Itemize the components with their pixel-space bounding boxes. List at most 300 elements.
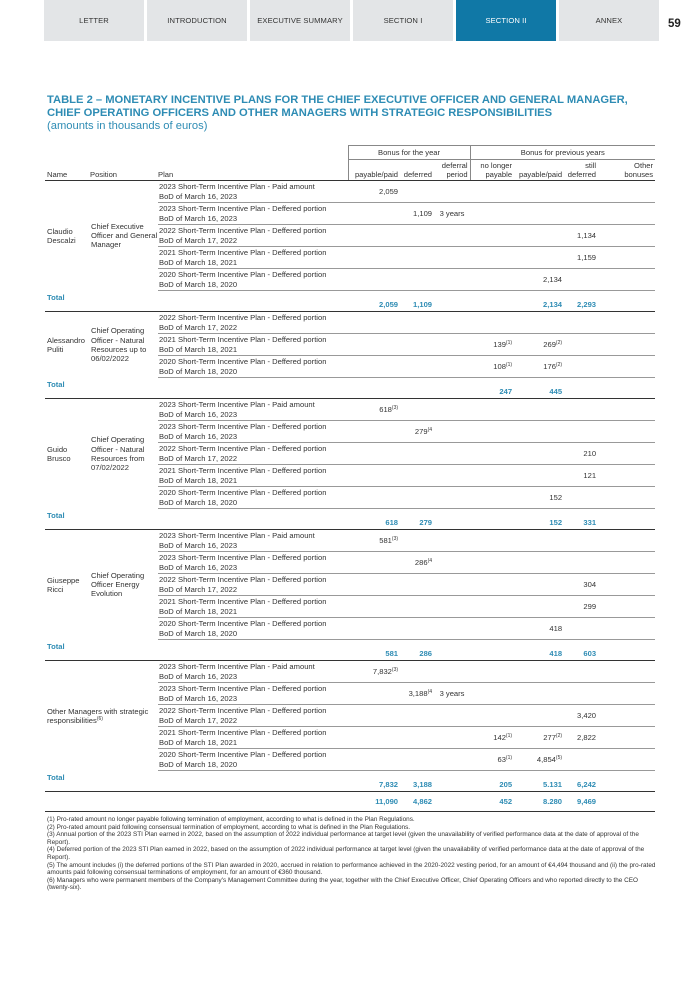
cell-payable-paid <box>348 334 400 356</box>
cell-no-longer-payable <box>470 269 514 291</box>
plan-cell <box>158 399 348 421</box>
total-still-deferred <box>564 291 598 312</box>
cell-payable-paid-previous-value: 418 <box>549 623 563 633</box>
total-payable-paid <box>348 771 400 792</box>
cell-deferred <box>400 181 434 203</box>
table-title-line-2: CHIEF OPERATING OFFICERS AND OTHER MANAGERS WITH STRATEGIC RESPONSIBILITIES <box>47 106 553 119</box>
total-payable-paid-previous <box>514 640 564 661</box>
plan-name: 2022 Short-Term Incentive Plan - Deffered portion <box>159 313 327 323</box>
plan-approval-date: BoD of March 16, 2023 <box>159 191 238 201</box>
table-row <box>45 312 655 334</box>
cell-still-deferred <box>564 705 598 727</box>
footnote: (1) Pro-rated amount no longer payable following termination of employment, according to what is defined in the Plan Regulations. <box>47 816 415 823</box>
cell-no-longer-payable <box>470 618 514 640</box>
grand-total-payable-paid-previous <box>514 792 564 812</box>
cell-still-deferred <box>564 465 598 487</box>
cell-other-bonuses <box>598 269 655 291</box>
manager-name-text: Alessandro Puliti <box>47 335 85 354</box>
cell-still-deferred <box>564 399 598 421</box>
total-other-bonuses <box>598 378 655 399</box>
cell-no-longer-payable-value: 139 <box>493 339 506 349</box>
cell-deferred <box>400 465 434 487</box>
manager-name <box>45 399 90 509</box>
cell-deferral-period <box>434 683 470 705</box>
total-no-longer-payable <box>470 771 514 792</box>
cell-no-longer-payable <box>470 465 514 487</box>
cell-no-longer-payable <box>470 530 514 552</box>
cell-deferred <box>400 334 434 356</box>
col-still-label: still <box>585 160 597 170</box>
cell-other-bonuses <box>598 399 655 421</box>
plan-name: 2021 Short-Term Incentive Plan - Deffered portion <box>159 248 327 258</box>
cell-no-longer-payable-note-ref: (1) <box>505 732 513 739</box>
cell-deferral-period <box>434 399 470 421</box>
cell-still-deferred <box>564 596 598 618</box>
plan-approval-date: BoD of March 18, 2020 <box>159 279 238 289</box>
cell-deferral-period <box>434 552 470 574</box>
manager-position: Chief Operating Officer - Natural Resources from 07/02/2022 <box>91 435 145 472</box>
cell-other-bonuses <box>598 312 655 334</box>
cell-deferral-period <box>434 225 470 247</box>
table-row <box>45 399 655 421</box>
cell-no-longer-payable <box>470 399 514 421</box>
total-deferred <box>400 640 434 661</box>
plan-cell <box>158 312 348 334</box>
manager-name-text: Guido Brusco <box>47 444 71 463</box>
cell-payable-paid-previous <box>514 421 564 443</box>
plan-name: 2022 Short-Term Incentive Plan - Deffered portion <box>159 575 327 585</box>
cell-deferral-period <box>434 749 470 771</box>
plan-cell <box>158 269 348 291</box>
plan-approval-date: BoD of March 18, 2021 <box>159 475 238 485</box>
plan-name: 2020 Short-Term Incentive Plan - Deffered portion <box>159 357 327 367</box>
manager-name-text: Claudio Descalzi <box>47 226 76 245</box>
cell-no-longer-payable-note-ref: (1) <box>505 339 513 346</box>
cell-payable-paid-previous <box>514 443 564 465</box>
plan-approval-date: BoD of March 18, 2021 <box>159 606 238 616</box>
grand-total-payable-paid-value: 11,090 <box>375 796 399 806</box>
tab-introduction[interactable]: INTRODUCTION <box>147 0 247 41</box>
cell-no-longer-payable <box>470 705 514 727</box>
plan-name: 2021 Short-Term Incentive Plan - Deffered portion <box>159 728 327 738</box>
cell-payable-paid-previous-value: 2,134 <box>543 274 563 284</box>
cell-payable-paid <box>348 312 400 334</box>
cell-other-bonuses <box>598 618 655 640</box>
cell-still-deferred-value: 210 <box>583 448 597 458</box>
plan-name: 2023 Short-Term Incentive Plan - Paid amount <box>159 400 315 410</box>
cell-payable-paid-previous-value: 4,854 <box>536 754 556 764</box>
plan-approval-date: BoD of March 17, 2022 <box>159 453 238 463</box>
col-still-deferred <box>564 160 598 181</box>
plan-name: 2020 Short-Term Incentive Plan - Deffered portion <box>159 488 327 498</box>
header-row <box>45 160 655 181</box>
plan-approval-date: BoD of March 18, 2020 <box>159 628 238 638</box>
cell-deferred <box>400 487 434 509</box>
cell-still-deferred <box>564 530 598 552</box>
cell-payable-paid-previous <box>514 356 564 378</box>
cell-still-deferred <box>564 574 598 596</box>
cell-still-deferred <box>564 334 598 356</box>
cell-other-bonuses <box>598 596 655 618</box>
plan-name: 2022 Short-Term Incentive Plan - Deffered portion <box>159 226 327 236</box>
cell-still-deferred <box>564 727 598 749</box>
col-other-label: Other <box>634 160 654 170</box>
cell-other-bonuses <box>598 443 655 465</box>
cell-payable-paid <box>348 618 400 640</box>
cell-other-bonuses <box>598 574 655 596</box>
cell-still-deferred <box>564 225 598 247</box>
cell-deferred <box>400 618 434 640</box>
col-payable-paid-previous: payable/paid <box>514 160 564 181</box>
cell-still-deferred <box>564 312 598 334</box>
total-payable-paid-value: 618 <box>385 517 399 527</box>
plan-name: 2023 Short-Term Incentive Plan - Paid amount <box>159 662 315 672</box>
manager-position: Chief Operating Officer - Natural Resources up to 06/02/2022 <box>91 326 147 363</box>
cell-no-longer-payable <box>470 356 514 378</box>
col-payable-paid: payable/paid <box>348 160 400 181</box>
grand-total-deferral-period <box>434 792 470 812</box>
cell-other-bonuses <box>598 683 655 705</box>
cell-payable-paid <box>348 443 400 465</box>
total-other-bonuses <box>598 640 655 661</box>
cell-no-longer-payable <box>470 334 514 356</box>
col-no-longer-label: no longer <box>480 160 513 170</box>
cell-still-deferred-value: 1,134 <box>577 230 597 240</box>
cell-deferred-value: 286 <box>414 557 428 567</box>
cell-deferred-value: 1,109 <box>413 208 433 218</box>
cell-deferral-period <box>434 421 470 443</box>
total-deferral-period <box>434 291 470 312</box>
cell-payable-paid-value: 581 <box>379 535 392 545</box>
cell-payable-paid <box>348 421 400 443</box>
table-title-line-1: TABLE 2 – MONETARY INCENTIVE PLANS FOR THE CHIEF EXECUTIVE OFFICER AND GENERAL MANAGER, <box>47 94 628 106</box>
cell-no-longer-payable-value: 63 <box>497 754 506 764</box>
plan-name: 2023 Short-Term Incentive Plan - Deffered portion <box>159 204 327 214</box>
total-other-bonuses <box>598 509 655 530</box>
cell-deferral-period <box>434 356 470 378</box>
plan-approval-date: BoD of March 18, 2020 <box>159 497 238 507</box>
plan-approval-date: BoD of March 17, 2022 <box>159 715 238 725</box>
total-deferred-value: 279 <box>419 517 433 527</box>
plan-approval-date: BoD of March 16, 2023 <box>159 693 238 703</box>
cell-no-longer-payable <box>470 727 514 749</box>
total-payable-paid-previous <box>514 509 564 530</box>
tab-annex[interactable]: ANNEX <box>559 0 659 41</box>
tab-section-i[interactable]: SECTION I <box>353 0 453 41</box>
cell-deferred <box>400 574 434 596</box>
cell-no-longer-payable <box>470 247 514 269</box>
cell-payable-paid-previous-value: 269 <box>543 339 556 349</box>
total-deferred-value: 1,109 <box>413 299 433 309</box>
cell-still-deferred <box>564 661 598 683</box>
cell-deferred <box>400 552 434 574</box>
cell-no-longer-payable <box>470 749 514 771</box>
manager-name-text: Other Managers with strategic responsibilities <box>47 706 149 725</box>
cell-still-deferred-value: 299 <box>583 601 597 611</box>
cell-deferred <box>400 399 434 421</box>
cell-payable-paid <box>348 749 400 771</box>
total-still-deferred <box>564 640 598 661</box>
cell-payable-paid <box>348 552 400 574</box>
cell-other-bonuses <box>598 552 655 574</box>
cell-payable-paid-previous <box>514 530 564 552</box>
cell-still-deferred <box>564 552 598 574</box>
plan-cell <box>158 334 348 356</box>
total-no-longer-payable <box>470 291 514 312</box>
cell-other-bonuses <box>598 661 655 683</box>
cell-no-longer-payable <box>470 312 514 334</box>
cell-still-deferred <box>564 618 598 640</box>
total-payable-paid <box>348 509 400 530</box>
page-number: 59 <box>668 18 681 30</box>
cell-deferral-period <box>434 530 470 552</box>
cell-no-longer-payable <box>470 596 514 618</box>
total-no-longer-payable <box>470 509 514 530</box>
cell-other-bonuses <box>598 181 655 203</box>
cell-deferred <box>400 269 434 291</box>
cell-still-deferred-value: 1,159 <box>577 252 597 262</box>
total-payable-paid-previous-value: 5.131 <box>543 779 563 789</box>
total-still-deferred-value: 2,293 <box>577 299 597 309</box>
cell-payable-paid <box>348 356 400 378</box>
cell-deferred <box>400 247 434 269</box>
cell-payable-paid-previous-note-ref: (2) <box>555 361 563 368</box>
plan-cell <box>158 552 348 574</box>
cell-deferral-period <box>434 269 470 291</box>
footnote: (5) The amount includes (i) the deferred portions of the STI Plan awarded in 2020, accrued in relation to performance achieved in the 2020-2022 vesting period, for an amount of €4,494 thousand and (ii) the pro-rated amounts paid following consensual terminations of employment, for an amount of €360 thousand. <box>47 861 656 877</box>
total-still-deferred-value: 6,242 <box>577 779 597 789</box>
total-payable-paid-value: 7,832 <box>379 779 399 789</box>
total-row <box>45 378 655 399</box>
grand-total-still-deferred <box>564 792 598 812</box>
cell-payable-paid-previous-note-ref: (2) <box>555 732 563 739</box>
cell-other-bonuses <box>598 421 655 443</box>
plan-cell <box>158 181 348 203</box>
total-payable-paid-previous <box>514 771 564 792</box>
cell-payable-paid-previous <box>514 574 564 596</box>
cell-payable-paid <box>348 487 400 509</box>
table-row <box>45 661 655 683</box>
plan-approval-date: BoD of March 18, 2021 <box>159 344 238 354</box>
total-payable-paid <box>348 378 400 399</box>
total-payable-paid-value: 2,059 <box>379 299 399 309</box>
col-name: Name <box>45 160 90 181</box>
cell-other-bonuses <box>598 356 655 378</box>
plan-approval-date: BoD of March 16, 2023 <box>159 431 238 441</box>
cell-payable-paid <box>348 530 400 552</box>
cell-payable-paid-value: 7,832 <box>372 666 392 676</box>
cell-payable-paid-previous <box>514 683 564 705</box>
cell-still-deferred <box>564 269 598 291</box>
cell-deferred <box>400 356 434 378</box>
plan-approval-date: BoD of March 16, 2023 <box>159 540 238 550</box>
cell-deferred-note-ref: (4 <box>427 426 433 433</box>
incentive-plans-table <box>45 145 655 812</box>
plan-approval-date: BoD of March 16, 2023 <box>159 409 238 419</box>
cell-no-longer-payable <box>470 225 514 247</box>
total-still-deferred <box>564 771 598 792</box>
cell-deferred <box>400 421 434 443</box>
cell-deferral-period <box>434 203 470 225</box>
cell-deferral-period <box>434 181 470 203</box>
cell-payable-paid-previous <box>514 465 564 487</box>
cell-still-deferred-value: 2,822 <box>577 732 597 742</box>
group-current-year: Bonus for the year <box>348 146 470 160</box>
cell-still-deferred-value: 3,420 <box>577 710 597 720</box>
plan-name: 2023 Short-Term Incentive Plan - Paid amount <box>159 182 315 192</box>
plan-approval-date: BoD of March 17, 2022 <box>159 322 238 332</box>
total-other-bonuses <box>598 771 655 792</box>
manager-position: Chief Executive Officer and General Manager <box>91 221 158 250</box>
cell-still-deferred <box>564 487 598 509</box>
total-payable-paid <box>348 291 400 312</box>
footnotes <box>47 816 659 892</box>
plan-cell <box>158 443 348 465</box>
cell-deferral-period-value: 3 years <box>439 688 465 698</box>
manager-name <box>45 312 90 378</box>
total-payable-paid-previous-value: 418 <box>549 648 563 658</box>
cell-payable-paid <box>348 574 400 596</box>
plan-cell <box>158 618 348 640</box>
cell-other-bonuses <box>598 225 655 247</box>
cell-payable-paid-previous-note-ref: (5) <box>555 754 563 761</box>
table-subtitle: (amounts in thousands of euros) <box>47 120 208 132</box>
cell-payable-paid-previous <box>514 181 564 203</box>
tab-executive-summary[interactable]: EXECUTIVE SUMMARY <box>250 0 350 41</box>
cell-payable-paid-previous-value: 176 <box>543 361 556 371</box>
cell-payable-paid <box>348 705 400 727</box>
cell-payable-paid-previous <box>514 749 564 771</box>
plan-name: 2022 Short-Term Incentive Plan - Deffered portion <box>159 444 327 454</box>
plan-cell <box>158 225 348 247</box>
cell-payable-paid <box>348 269 400 291</box>
grand-total-no-longer-payable <box>470 792 514 812</box>
cell-deferred <box>400 661 434 683</box>
cell-no-longer-payable <box>470 487 514 509</box>
cell-payable-paid-previous <box>514 596 564 618</box>
total-still-deferred <box>564 378 598 399</box>
cell-no-longer-payable <box>470 443 514 465</box>
col-deferral-period <box>434 160 470 181</box>
table-title <box>47 94 657 119</box>
plan-cell <box>158 683 348 705</box>
total-label: Total <box>45 291 348 312</box>
cell-deferred <box>400 530 434 552</box>
plan-name: 2021 Short-Term Incentive Plan - Deffered portion <box>159 597 327 607</box>
cell-deferral-period <box>434 596 470 618</box>
cell-other-bonuses <box>598 334 655 356</box>
plan-name: 2020 Short-Term Incentive Plan - Deffered portion <box>159 619 327 629</box>
cell-still-deferred <box>564 749 598 771</box>
plan-approval-date: BoD of March 16, 2023 <box>159 213 238 223</box>
cell-payable-paid-previous <box>514 399 564 421</box>
total-payable-paid <box>348 640 400 661</box>
total-other-bonuses <box>598 291 655 312</box>
manager-name <box>45 530 90 640</box>
cell-deferral-period <box>434 727 470 749</box>
cell-payable-paid-previous <box>514 661 564 683</box>
cell-deferred <box>400 749 434 771</box>
footnote: (2) Pro-rated amount paid following consensual termination of employment, according to what is defined in the Plan Regulations. <box>47 823 411 831</box>
cell-payable-paid-previous <box>514 618 564 640</box>
cell-payable-paid-previous <box>514 552 564 574</box>
cell-deferred-note-ref: (4 <box>427 557 433 564</box>
total-deferred-value: 3,188 <box>413 779 433 789</box>
cell-payable-paid-note-ref: (3) <box>391 404 399 411</box>
plan-name: 2023 Short-Term Incentive Plan - Deffered portion <box>159 684 327 694</box>
cell-payable-paid-value: 2,059 <box>379 186 399 196</box>
total-row <box>45 640 655 661</box>
col-deferred: deferred <box>400 160 434 181</box>
plan-cell <box>158 356 348 378</box>
plan-name: 2021 Short-Term Incentive Plan - Deffered portion <box>159 466 327 476</box>
col-payable-label: payable <box>485 169 513 179</box>
footnote: (3) Annual portion of the 2023 STI Plan earned in 2022, based on the assumption of 2022 individual performance at target level (given the unavailability of verified performance data at the date of approval of the Report). <box>47 831 639 846</box>
cell-other-bonuses <box>598 727 655 749</box>
cell-deferred <box>400 596 434 618</box>
total-payable-paid-previous-value: 2,134 <box>543 299 563 309</box>
tab-section-ii[interactable]: SECTION II <box>456 0 556 41</box>
plan-cell <box>158 596 348 618</box>
grand-total-row <box>45 792 655 812</box>
total-no-longer-payable-value: 205 <box>499 779 513 789</box>
tab-letter[interactable]: LETTER <box>44 0 144 41</box>
cell-deferred <box>400 705 434 727</box>
cell-payable-paid-previous <box>514 334 564 356</box>
cell-payable-paid-previous <box>514 269 564 291</box>
plan-name: 2023 Short-Term Incentive Plan - Deffered portion <box>159 553 327 563</box>
footnote: (4) Deferred portion of the 2023 STI Plan earned in 2022, based on the assumption of 2022 individual performance at target level (given the unavailability of verified performance data at the date of approval of the Report). <box>47 846 645 861</box>
grand-total-payable-paid-previous-value: 8.280 <box>543 796 563 806</box>
cell-payable-paid-note-ref: (3) <box>391 666 399 673</box>
cell-deferred <box>400 727 434 749</box>
cell-payable-paid <box>348 661 400 683</box>
plan-name: 2020 Short-Term Incentive Plan - Deffered portion <box>159 270 327 280</box>
cell-deferred <box>400 443 434 465</box>
manager-position: Chief Operating Officer Energy Evolution <box>91 570 145 599</box>
cell-still-deferred-value: 121 <box>583 470 597 480</box>
table-body <box>45 181 655 812</box>
plan-name: 2021 Short-Term Incentive Plan - Deffered portion <box>159 335 327 345</box>
total-no-longer-payable <box>470 378 514 399</box>
cell-other-bonuses <box>598 465 655 487</box>
manager-name <box>45 181 90 291</box>
plan-cell <box>158 661 348 683</box>
header-group-row <box>45 146 655 160</box>
cell-deferral-period <box>434 334 470 356</box>
cell-no-longer-payable <box>470 661 514 683</box>
cell-deferral-period <box>434 574 470 596</box>
plan-approval-date: BoD of March 18, 2020 <box>159 366 238 376</box>
cell-payable-paid <box>348 465 400 487</box>
plan-approval-date: BoD of March 16, 2023 <box>159 671 238 681</box>
cell-payable-paid-previous <box>514 225 564 247</box>
cell-payable-paid-previous <box>514 312 564 334</box>
plan-name: 2022 Short-Term Incentive Plan - Deffered portion <box>159 706 327 716</box>
cell-deferral-period <box>434 312 470 334</box>
total-deferred-value: 286 <box>419 648 433 658</box>
plan-cell <box>158 203 348 225</box>
plan-approval-date: BoD of March 18, 2021 <box>159 737 238 747</box>
cell-deferral-period <box>434 465 470 487</box>
cell-payable-paid-previous <box>514 487 564 509</box>
total-row <box>45 291 655 312</box>
cell-deferred <box>400 312 434 334</box>
total-payable-paid-previous <box>514 291 564 312</box>
grand-total-payable-paid <box>348 792 400 812</box>
cell-deferred <box>400 225 434 247</box>
plan-name: 2023 Short-Term Incentive Plan - Paid amount <box>159 531 315 541</box>
